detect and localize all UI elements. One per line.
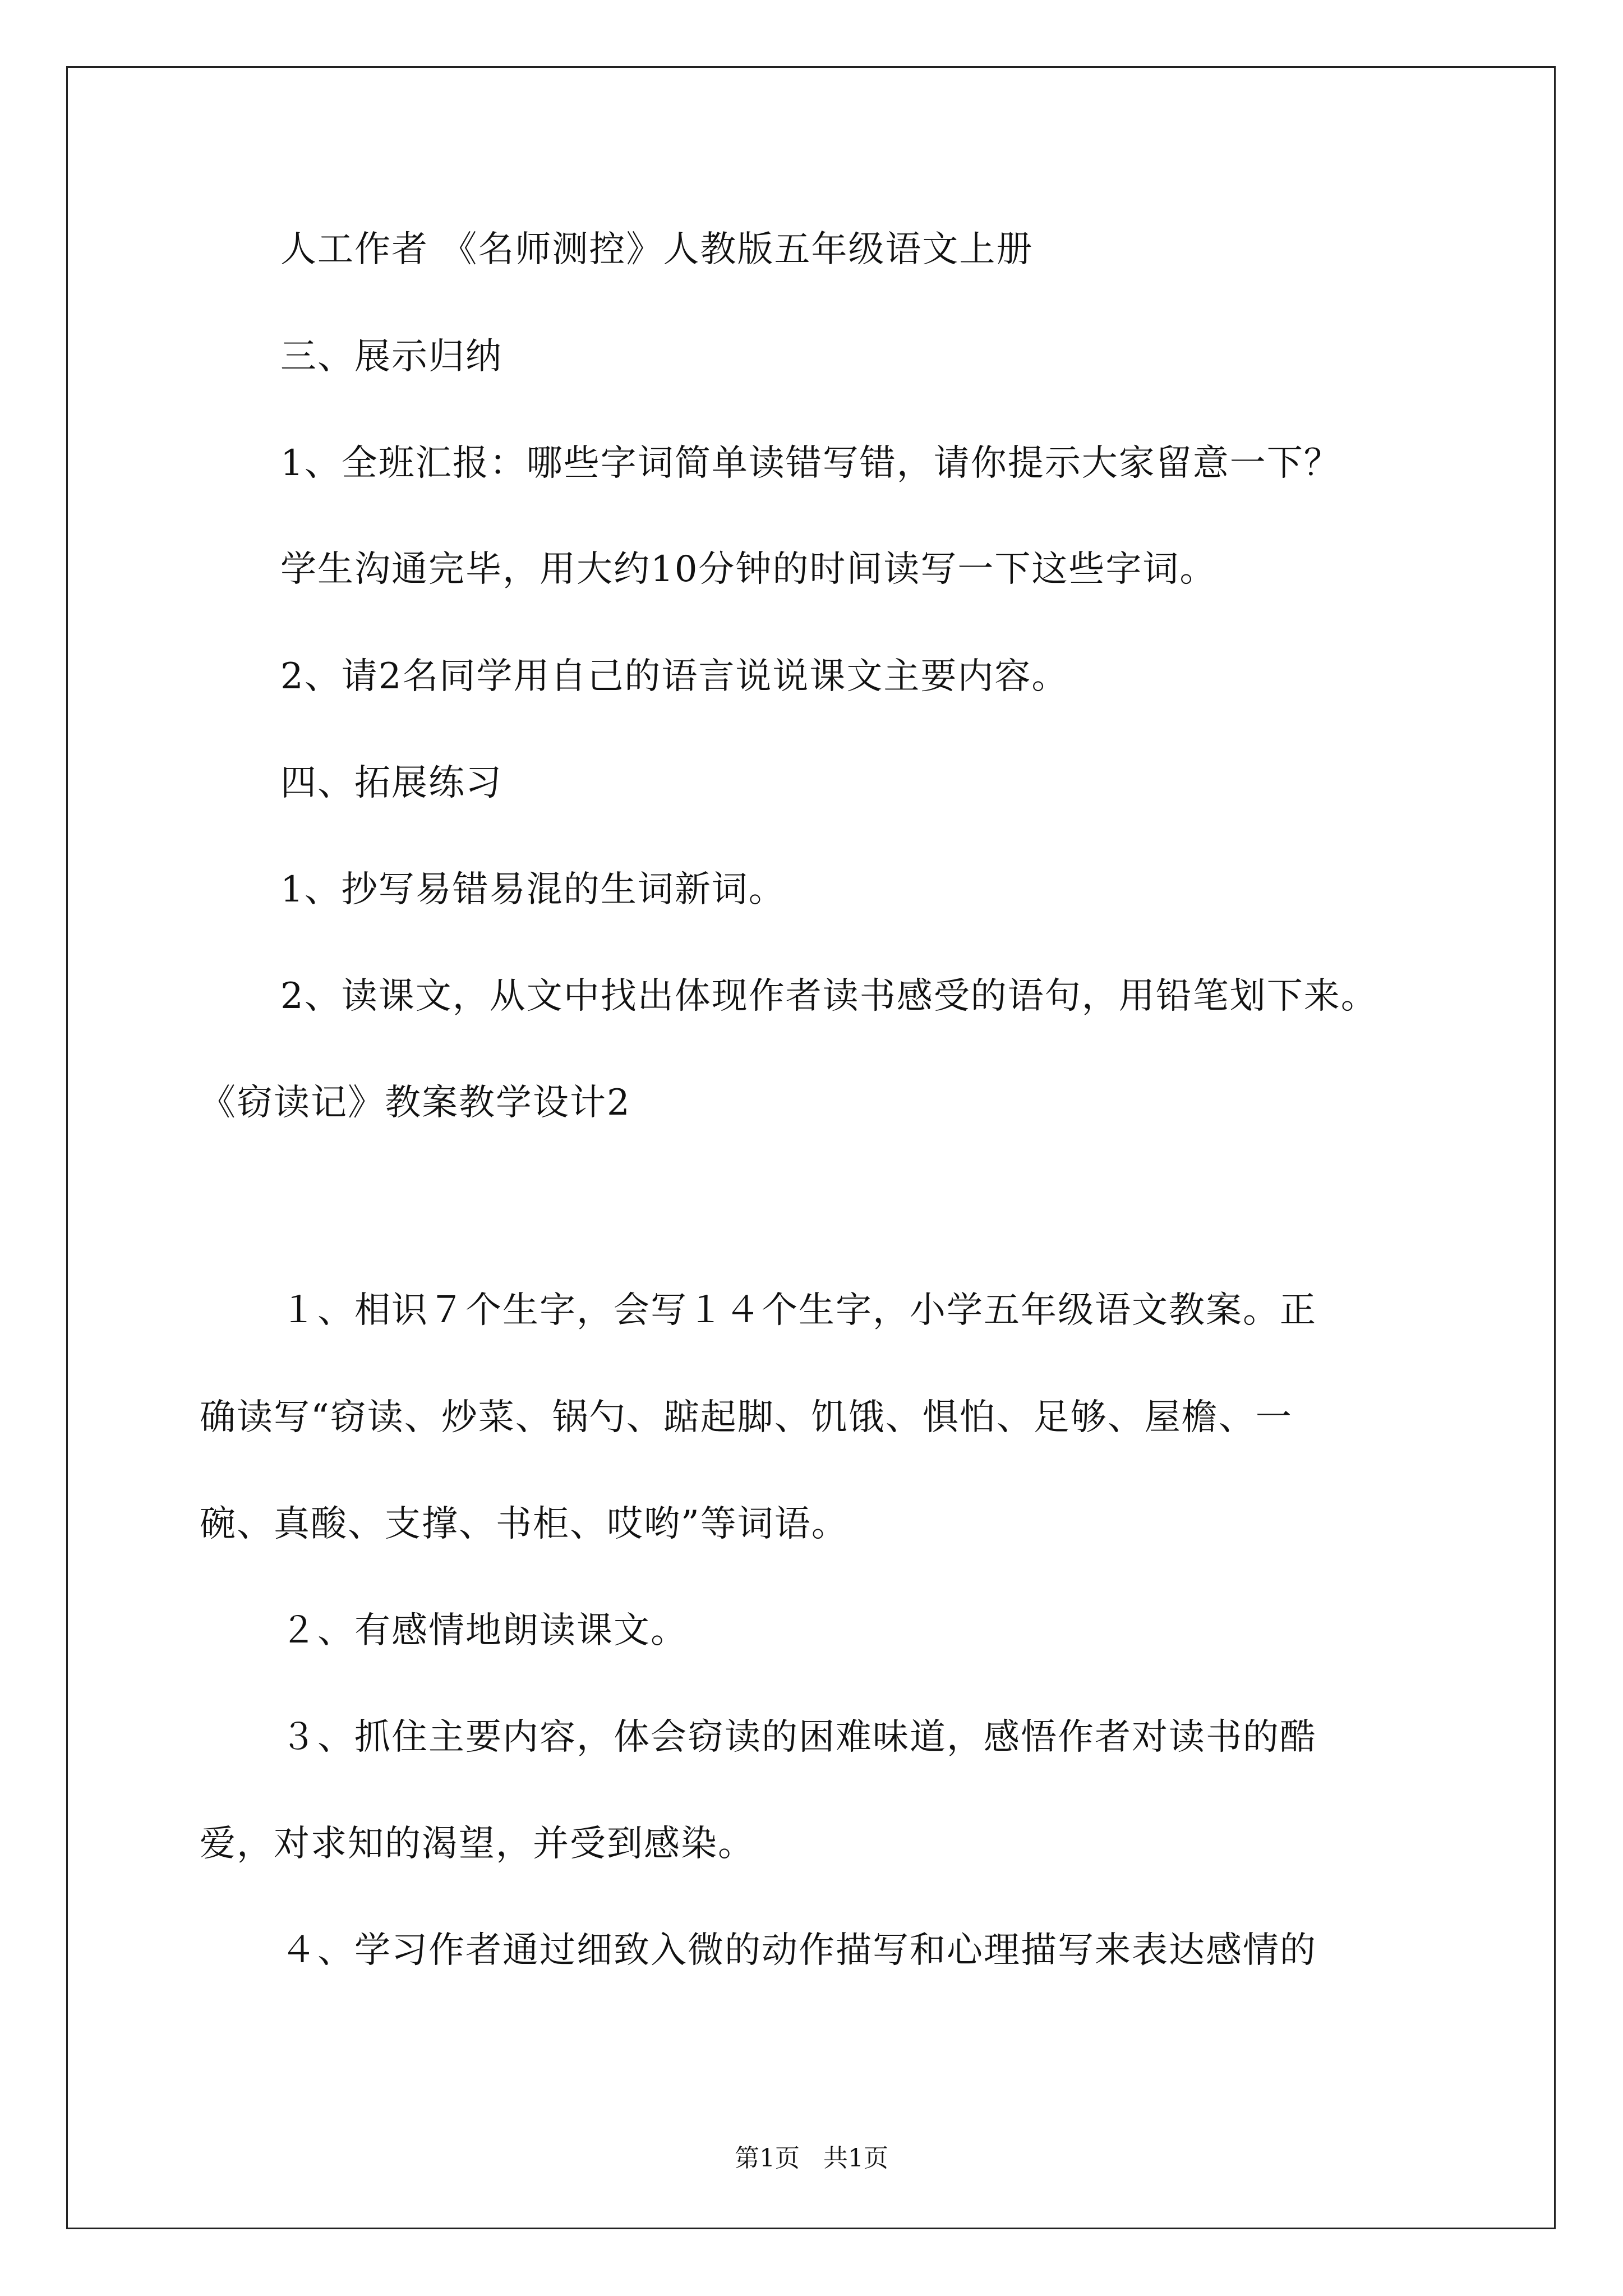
page-number-footer: 第1页 共1页	[735, 2144, 888, 2173]
text-line: ２、有感情地朗读课文。	[280, 1610, 688, 1651]
section-heading: 四、拓展练习	[280, 762, 502, 804]
text-line: 1、抄写易错易混的生词新词。	[280, 869, 786, 910]
text-line: ４、学习作者通过细致入微的动作描写和心理描写来表达感情的	[280, 1930, 1317, 1971]
text-line: 学生沟通完毕，用大约10分钟的时间读写一下这些字词。	[280, 549, 1217, 590]
section-heading: 三、展示归纳	[280, 336, 502, 378]
text-line: 人工作者 《名师测控》人教版五年级语文上册	[280, 229, 1034, 270]
text-line: 爱，对求知的渴望，并受到感染。	[200, 1823, 755, 1865]
text-line: 2、请2名同学用自己的语言说说课文主要内容。	[280, 656, 1069, 697]
document-title: 《窃读记》教案教学设计2	[200, 1082, 631, 1124]
text-line: 确读写“窃读、炒菜、锅勺、踮起脚、饥饿、惧怕、足够、屋檐、一	[200, 1397, 1293, 1438]
text-line: ３、抓住主要内容，体会窃读的困难味道，感悟作者对读书的酷	[280, 1717, 1317, 1758]
text-line: 碗、真酸、支撑、书柜、哎哟”等词语。	[200, 1503, 849, 1545]
text-line: １、相识７个生字，会写１４个生字，小学五年级语文教案。正	[280, 1290, 1317, 1331]
page-border	[66, 66, 1556, 2229]
text-line: 2、读课文，从文中找出体现作者读书感受的语句，用铅笔划下来。	[280, 976, 1378, 1017]
text-line: 1、全班汇报：哪些字词简单读错写错，请你提示大家留意一下？	[280, 443, 1341, 484]
